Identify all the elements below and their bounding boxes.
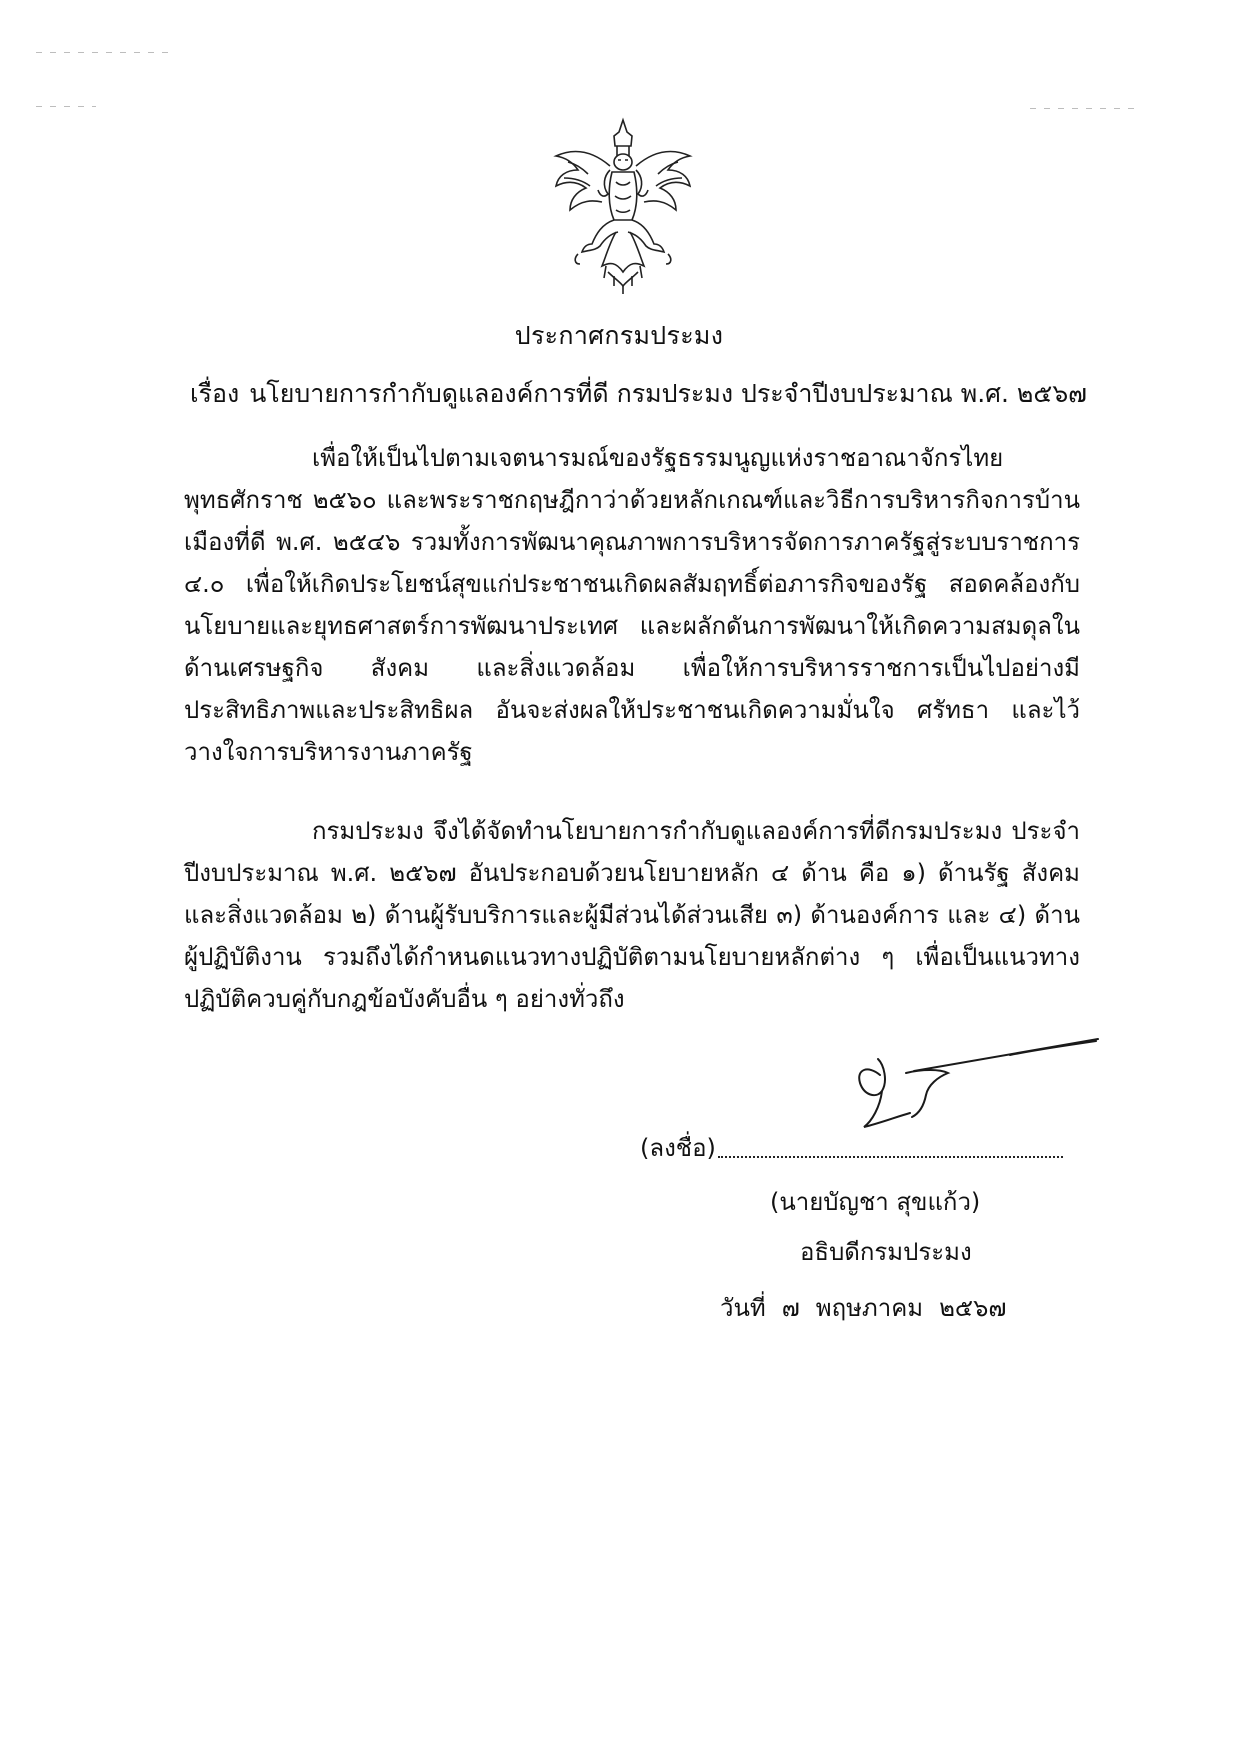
body-paragraph-1: เพื่อให้เป็นไปตามเจตนารมณ์ของรัฐธรรมนูญแห่งราชอาณาจักรไทย พุทธศักราช ๒๕๖๐ และพระราชกฤษฎีกาว่าด้วยหลักเกณฑ์และวิธีการบริหารกิจการบ้านเมืองที่ดี พ.ศ. ๒๕๔๖ รวมทั้งการพัฒนาคุณภาพการบริหารจัดการภาครัฐสู่ระบบราชการ ๔.๐ เพื่อให้เกิดประโยชน์สุขแก่ประชาชนเกิดผลสัมฤทธิ์ต่อภารกิจของรัฐ สอดคล้องกับนโยบายและยุทธศาสตร์การพัฒนาประเทศ และผลักดันการพัฒนาให้เกิดความสมดุลในด้านเศรษฐกิจ สังคม และสิ่งแวดล้อม เพื่อให้การบริหารราชการเป็นไปอย่างมีประสิทธิภาพและประสิทธิผล อันจะส่งผลให้ประชาชนเกิดความมั่นใจ ศรัทธา และไว้วางใจการบริหารงานภาครัฐ — [184, 444, 1080, 766]
date-year: ๒๕๖๗ — [939, 1294, 1007, 1322]
scan-artifact — [36, 52, 176, 53]
signer-name: (นายบัญชา สุขแก้ว) — [770, 1188, 981, 1216]
scan-artifact — [1030, 108, 1140, 109]
date-prefix: วันที่ — [720, 1294, 766, 1322]
date-line — [720, 1288, 1006, 1327]
subject-text: นโยบายการกำกับดูแลองค์การที่ดี กรมประมง ประจำปีงบประมาณ พ.ศ. ๒๕๖๗ — [249, 379, 1087, 408]
subject-line — [190, 374, 1090, 414]
scan-artifact — [36, 106, 96, 107]
signature-block — [640, 1070, 1080, 1330]
signature-line — [640, 1128, 1063, 1167]
date-day: ๗ — [781, 1294, 800, 1322]
page-title: ประกาศกรมประมง — [514, 321, 724, 350]
garuda-emblem-icon — [548, 116, 698, 296]
subject-label: เรื่อง — [190, 379, 240, 408]
signature-label: (ลงชื่อ) — [640, 1134, 716, 1162]
signer-position: อธิบดีกรมประมง — [800, 1238, 972, 1266]
body-paragraph-2: กรมประมง จึงได้จัดทำนโยบายการกำกับดูแลองค์การที่ดีกรมประมง ประจำปีงบประมาณ พ.ศ. ๒๕๖๗ อันประกอบด้วยนโยบายหลัก ๔ ด้าน คือ ๑) ด้านรัฐ สังคมและสิ่งแวดล้อม ๒) ด้านผู้รับบริการและผู้มีส่วนได้ส่วนเสีย ๓) ด้านองค์การ และ ๔) ด้านผู้ปฏิบัติงาน รวมถึงได้กำหนดแนวทางปฏิบัติตามนโยบายหลักต่าง ๆ เพื่อเป็นแนวทางปฏิบัติควบคู่กับกฎข้อบังคับอื่น ๆ อย่างทั่วถึง — [184, 817, 1081, 1013]
signature-dotted-line — [718, 1156, 1063, 1158]
date-month: พฤษภาคม — [815, 1294, 924, 1322]
